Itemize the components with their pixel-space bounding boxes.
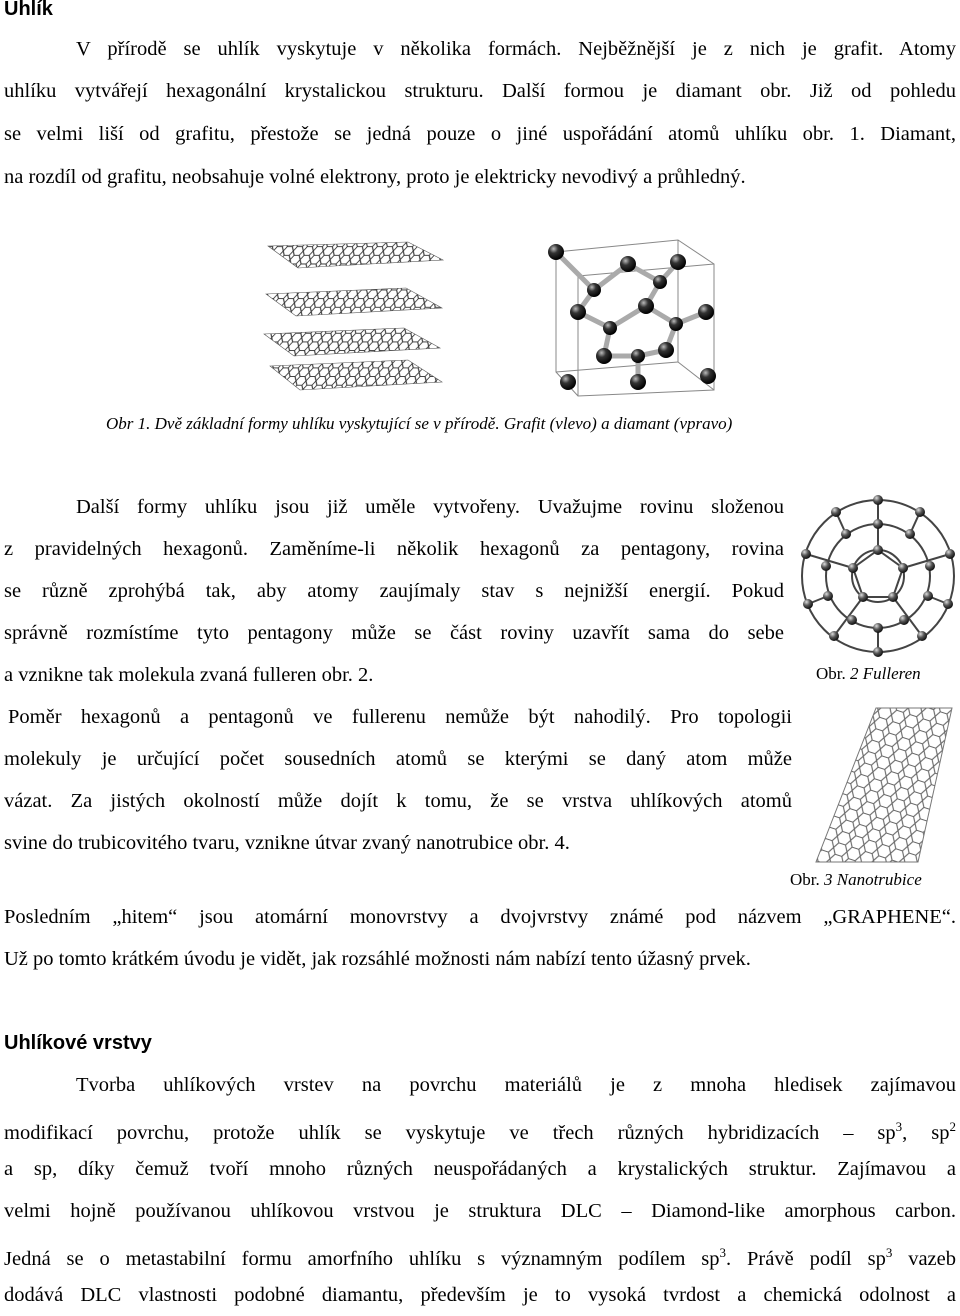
paragraph-line: molekuly je určující počet sousedních atomů se kterými se daný atom může (4, 748, 792, 770)
graphite-figure (258, 238, 448, 398)
paragraph-line: Tvorba uhlíkových vrstev na povrchu materiálů je z mnoha hledisek zajímavou (76, 1074, 956, 1096)
superscript: 2 (949, 1119, 956, 1134)
figure2-caption (816, 664, 921, 684)
paragraph-line: vázat. Za jistých okolností může dojít k tomu, že se vrstva uhlíkových atomů (4, 790, 792, 812)
section-heading-uhlikove-vrstvy: Uhlíkové vrstvy (4, 1032, 152, 1054)
text-run: , sp (902, 1121, 950, 1144)
paragraph-line: Další formy uhlíku jsou již uměle vytvořeny. Uvažujme rovinu složenou (76, 496, 784, 518)
figure2-caption-label: Obr. (816, 664, 846, 683)
paragraph-line: uhlíku vytvářejí hexagonální krystalickou strukturu. Další formou je diamant obr. Již od pohledu (4, 80, 956, 102)
paragraph-line: a sp, díky čemuž tvoří mnoho různých neuspořádaných a krystalických struktur. Zajímavou a (4, 1158, 956, 1180)
nanotube-figure (806, 706, 956, 864)
paragraph-line: na rozdíl od grafitu, neobsahuje volné elektrony, proto je elektricky nevodivý a průhledný. (4, 166, 746, 188)
paragraph-line (4, 1106, 956, 1154)
text-run: vazeb (892, 1247, 956, 1270)
paragraph-line: dodává DLC vlastnosti podobné diamantu, především je to vysoká tvrdost a chemická odolnost a (4, 1284, 956, 1306)
text-run: Jedná se o metastabilní formu amorfního uhlíku s významným podílem sp (4, 1247, 720, 1270)
paragraph-line: Poměr hexagonů a pentagonů ve fullerenu nemůže být nahodilý. Pro topologii (8, 706, 792, 728)
text-run: . Právě podíl sp (726, 1247, 886, 1270)
figure2-caption-text: 2 Fulleren (850, 664, 921, 683)
fullerene-figure (800, 484, 960, 664)
superscript: 3 (885, 1245, 893, 1260)
paragraph-line: V přírodě se uhlík vyskytuje v několika formách. Nejběžnější je z nich je grafit. Atomy (76, 38, 956, 60)
superscript: 3 (895, 1119, 903, 1134)
paragraph-line: z pravidelných hexagonů. Zaměníme-li několik hexagonů za pentagony, rovina (4, 538, 784, 560)
paragraph-line: Posledním „hitem“ jsou atomární monovrstvy a dvojvrstvy známé pod názvem „GRAPHENE“. (4, 906, 956, 928)
paragraph-line: se velmi liší od grafitu, přestože se jedná pouze o jiné uspořádání atomů uhlíku obr. 1. Diamant, (4, 123, 956, 145)
superscript: 3 (719, 1245, 727, 1260)
figure3-caption-text: 3 Nanotrubice (824, 870, 922, 889)
diamond-lattice-figure (538, 232, 728, 402)
paragraph-line: Už po tomto krátkém úvodu je vidět, jak rozsáhlé možnosti nám nabízí tento úžasný prvek. (4, 948, 751, 970)
paragraph-line: velmi hojně používanou uhlíkovou vrstvou je struktura DLC – Diamond-like amorphous carbon. (4, 1200, 956, 1222)
paragraph-line: a vznikne tak molekula zvaná fulleren obr. 2. (4, 664, 374, 686)
paragraph-line (4, 1232, 956, 1280)
paragraph-line: správně rozmístíme tyto pentagony může se část roviny uzavřít sama do sebe (4, 622, 784, 644)
figure3-caption (790, 870, 922, 890)
section-heading-uhlik: Uhlík (4, 0, 53, 20)
figure3-caption-label: Obr. (790, 870, 820, 889)
paragraph-line: svine do trubicovitého tvaru, vznikne útvar zvaný nanotrubice obr. 4. (4, 832, 570, 854)
figure1-caption: Obr 1. Dvě základní formy uhlíku vyskytující se v přírodě. Grafit (vlevo) a diamant (vpravo) (106, 414, 733, 433)
text-run: modifikací povrchu, protože uhlík se vyskytuje ve třech různých hybridizacích – sp (4, 1121, 896, 1144)
paragraph-line: se různě zprohýbá tak, aby atomy zaujímaly stav s nejnižší energií. Pokud (4, 580, 784, 602)
